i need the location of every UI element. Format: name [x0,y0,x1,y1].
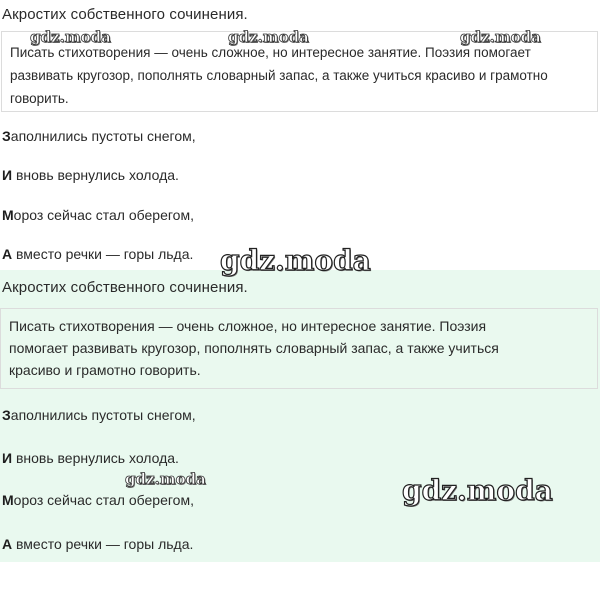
acrostic-letter: З [2,407,11,423]
acrostic-letter: А [2,536,13,552]
note-line: Писать стихотворения — очень сложное, но интересное занятие. Поэзия [9,318,487,334]
watermark: gdz.moda [125,470,206,488]
poem-line-text: вместо речки — горы льда. [12,536,194,552]
poem-line-text: ороз сейчас стал оберегом, [13,207,194,223]
note-line: развивать кругозор, пополнять словарный запас, а также учиться красиво и грамотно [10,68,548,83]
note-line: говорить. [10,91,69,106]
note-line: Писать стихотворения — очень сложное, но интересное занятие. Поэзия помогает [10,45,531,60]
poem-line [2,450,179,466]
acrostic-letter: А [2,246,13,262]
acrostic-letter: М [2,492,14,508]
note-line: помогает развивать кругозор, пополнять словарный запас, а также учиться [9,340,499,356]
watermark: gdz.moda [30,28,111,46]
poem-line-text: вместо речки — горы льда. [12,246,194,262]
acrostic-letter: М [2,207,14,223]
poem-line [2,536,193,552]
acrostic-letter: И [2,167,13,183]
poem-line-text: ороз сейчас стал оберегом, [13,492,194,508]
watermark: gdz.moda [228,28,309,46]
poem-line [2,407,196,423]
poem-line-text: аполнились пустоты снегом, [10,407,196,423]
intro-note-box [0,308,598,389]
watermark: gdz.moda [460,28,541,46]
watermark: gdz.moda [220,244,371,277]
section-title: Акростих собственного сочинения. [2,6,248,23]
poem-line-text: вновь вернулись холода. [12,167,179,183]
acrostic-letter: И [2,450,13,466]
poem-line [2,492,194,508]
poem-line [2,207,194,223]
acrostic-section-1 [0,0,600,270]
acrostic-letter: З [2,128,11,144]
poem-line-text: вновь вернулись холода. [12,450,179,466]
acrostic-section-2 [0,270,600,562]
section-title: Акростих собственного сочинения. [2,279,248,296]
poem-line [2,246,193,262]
note-line: красиво и грамотно говорить. [9,362,201,378]
poem-line [2,128,196,144]
poem-line-text: аполнились пустоты снегом, [10,128,196,144]
watermark: gdz.moda [402,474,553,507]
poem-line [2,167,179,183]
intro-note-box [1,31,598,112]
